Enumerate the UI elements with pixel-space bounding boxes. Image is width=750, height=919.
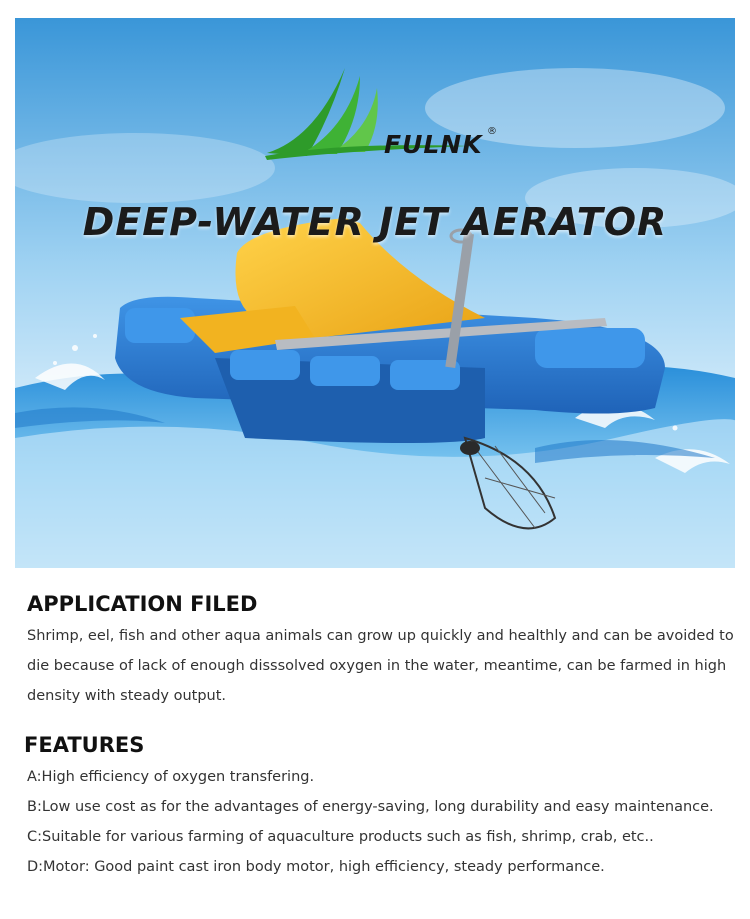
aerator-illustration: [15, 18, 735, 568]
application-heading: APPLICATION FILED: [27, 592, 258, 616]
feature-item: C:Suitable for various farming of aquaculture products such as fish, shrimp, crab, etc..: [27, 829, 654, 845]
application-description: Shrimp, eel, fish and other aqua animals can grow up quickly and healthly and can be avoided to die because of lack of enough disssolved oxygen in the water, meantime, can be farmed in high density with steady output.: [27, 628, 734, 704]
product-banner: [15, 18, 735, 568]
registered-mark: ®: [487, 126, 497, 137]
feature-item: D:Motor: Good paint cast iron body motor, high efficiency, steady performance.: [27, 859, 605, 875]
brand-name: FULNK: [384, 130, 483, 159]
feature-item: B:Low use cost as for the advantages of energy-saving, long durability and easy maintenance.: [27, 799, 714, 815]
features-heading: FEATURES: [24, 733, 145, 757]
banner-title: DEEP-WATER JET AERATOR: [82, 200, 668, 244]
feature-item: A:High efficiency of oxygen transfering.: [27, 769, 315, 785]
features-list: [27, 762, 739, 882]
